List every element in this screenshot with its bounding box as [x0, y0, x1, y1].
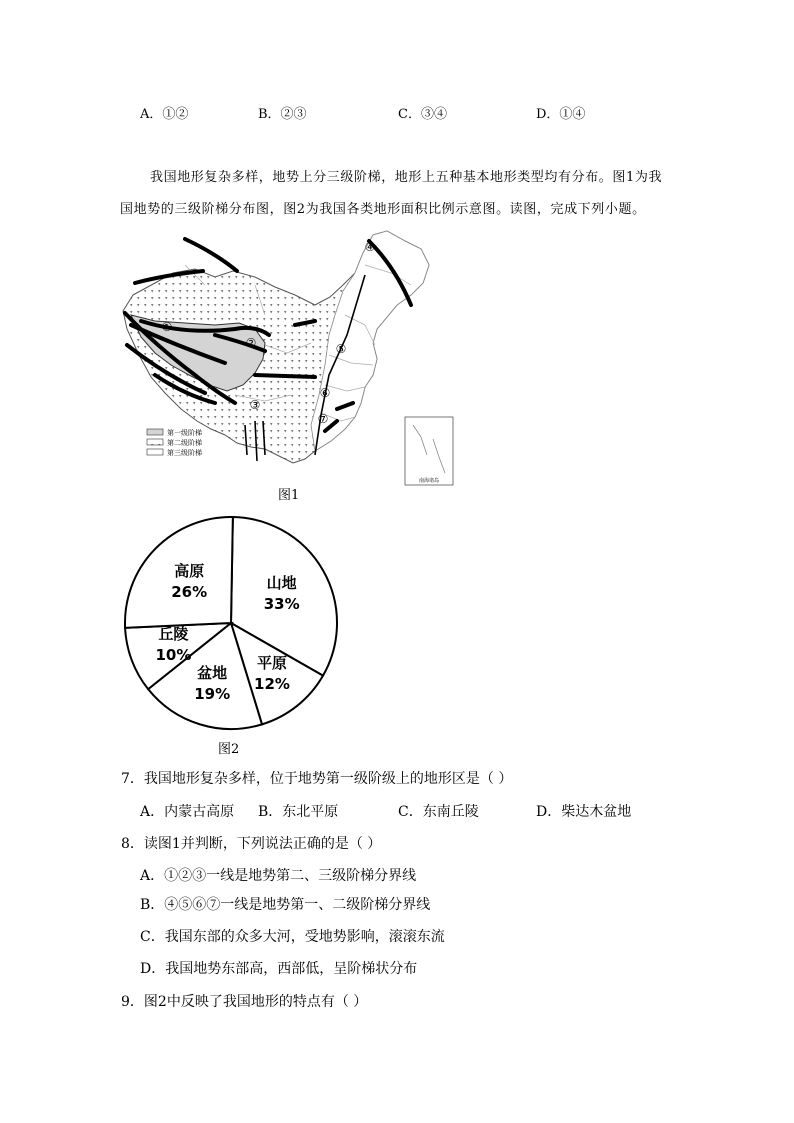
marker-6: ⑥	[319, 386, 331, 400]
question-8-option-c: C．我国东部的众多大河，受地势影响，滚滚东流	[140, 929, 445, 945]
marker-2: ②	[245, 336, 257, 350]
prev-option-a: A．①②	[140, 107, 189, 122]
pie-label-value-4: 26%	[171, 583, 208, 602]
map-legend	[147, 428, 202, 457]
question-8-stem: 8．读图1并判断，下列说法正确的是（ ）	[121, 836, 382, 852]
legend-step-3: 第三级阶梯	[167, 449, 202, 457]
south-china-sea-inset	[405, 417, 453, 485]
question-7-stem: 7．我国地形复杂多样，位于地势第一级阶级上的地形区是（ ）	[121, 771, 513, 787]
pie-label-3	[143, 624, 203, 666]
intro-line-1: 我国地形复杂多样，地势上分三级阶梯，地形上五种基本地形类型均有分布。图1为我	[150, 170, 663, 185]
pie-label-name-2: 盆地	[197, 663, 228, 682]
question-8-option-b: B．④⑤⑥⑦一线是地势第一、二级阶梯分界线	[140, 897, 431, 913]
legend-step-2: 第二级阶梯	[167, 439, 202, 447]
pie-label-0	[252, 573, 312, 615]
prev-option-b: B．②③	[258, 107, 307, 122]
landform-pie-chart	[115, 515, 345, 735]
marker-3: ③	[249, 398, 261, 412]
inset-label: 南海诸岛	[418, 478, 440, 484]
pie-label-2	[182, 663, 242, 705]
terrain-map-figure	[115, 225, 460, 490]
question-8-option-a: A．①②③一线是地势第二、三级阶梯分界线	[140, 868, 417, 884]
question-7-option-c: C．东南丘陵	[398, 804, 479, 820]
marker-5: ⑤	[335, 342, 347, 356]
pie-label-value-2: 19%	[194, 684, 231, 703]
china-terrain-map	[115, 225, 460, 490]
figure1-caption: 图1	[278, 488, 300, 503]
marker-4: ④	[364, 240, 376, 254]
legend-step-1: 第一级阶梯	[167, 429, 202, 437]
question-7-option-b: B．东北平原	[258, 804, 339, 820]
pie-label-name-0: 山地	[266, 574, 297, 593]
pie-label-4	[159, 561, 219, 603]
question-7-option-d: D．柴达木盆地	[536, 804, 632, 820]
figure2-caption: 图2	[218, 742, 240, 757]
question-8-option-d: D．我国地势东部高，西部低，呈阶梯状分布	[140, 961, 418, 977]
pie-label-name-3: 丘陵	[158, 624, 189, 643]
pie-label-value-3: 10%	[155, 645, 192, 664]
pie-label-name-4: 高原	[174, 562, 205, 581]
question-9-stem: 9．图2中反映了我国地形的特点有（ ）	[121, 994, 368, 1010]
pie-label-value-0: 33%	[263, 595, 300, 614]
intro-line-2: 国地势的三级阶梯分布图，图2为我国各类地形面积比例示意图。读图，完成下列小题。	[120, 202, 646, 217]
pie-label-name-1: 平原	[256, 654, 287, 673]
prev-option-c: C．③④	[398, 107, 447, 122]
pie-label-1	[242, 653, 302, 695]
question-7-option-a: A．内蒙古高原	[140, 804, 235, 820]
marker-7: ⑦	[317, 412, 329, 426]
prev-option-d: D．①④	[536, 107, 586, 122]
pie-label-value-1: 12%	[254, 675, 290, 694]
marker-1: ①	[161, 320, 173, 334]
